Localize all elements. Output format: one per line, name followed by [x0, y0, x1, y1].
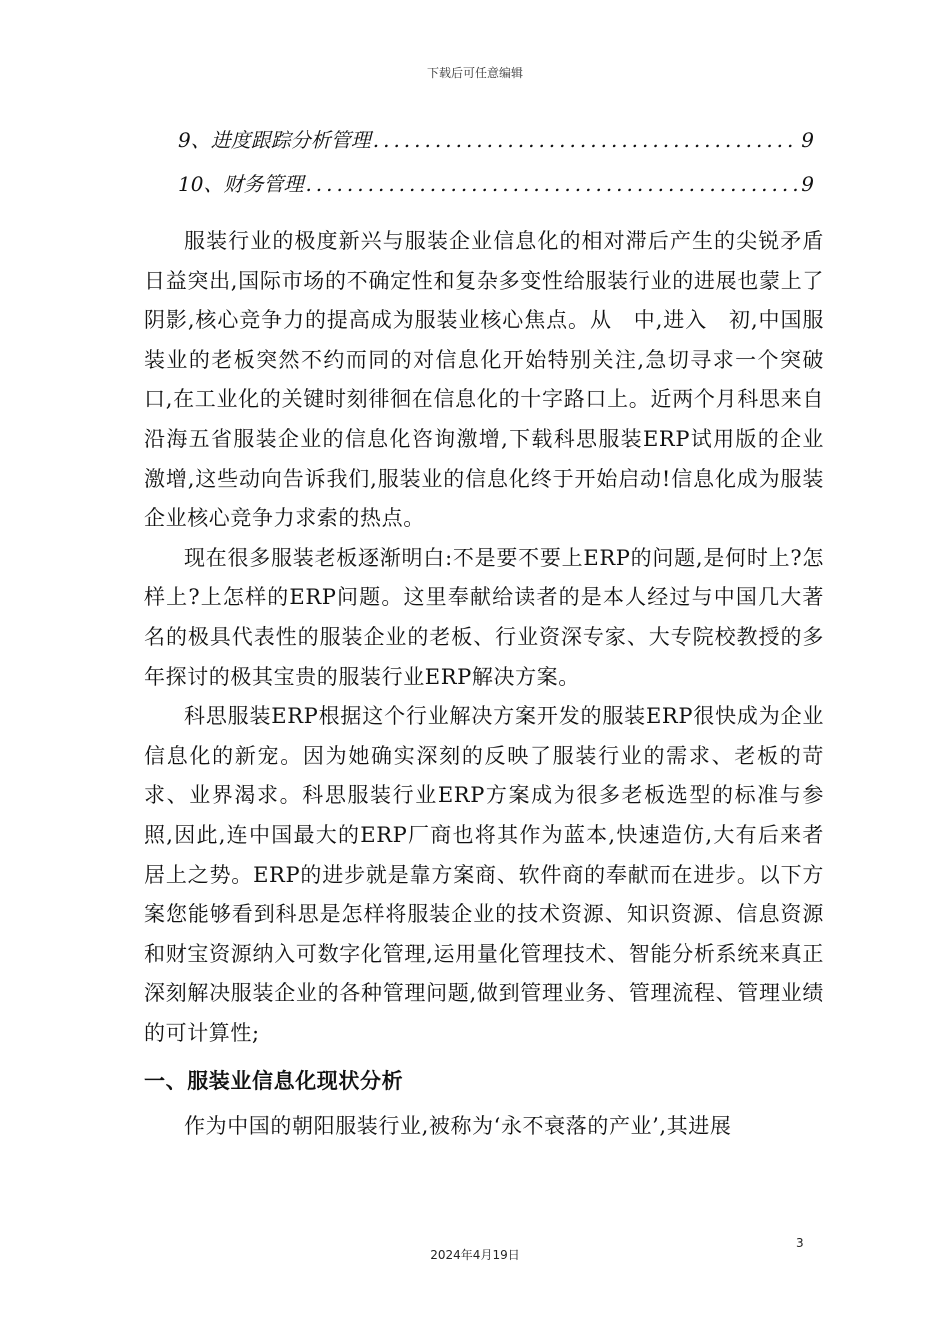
toc-entry[interactable] — [178, 124, 814, 168]
section-heading: 一、服装业信息化现状分析 — [144, 1069, 404, 1094]
toc-leader-dots — [305, 172, 797, 196]
toc-entry[interactable] — [178, 168, 814, 212]
table-of-contents — [178, 124, 814, 212]
page-header: 下载后可任意编辑 — [426, 66, 523, 80]
toc-entry-title: 9、进度跟踪分析管理 — [178, 128, 371, 152]
section-paragraph: 作为中国的朝阳服装行业,被称为‘永不衰落的产业’,其进展 — [184, 1114, 732, 1139]
toc-entry-page: 9 — [801, 172, 814, 196]
document-body — [144, 222, 824, 1147]
body-paragraph: 科思服装ERP根据这个行业解决方案开发的服装ERP很快成为企业信息化的新宠。因为她确实深刻的反映了服装行业的需求、老板的苛求、业界渴求。科思服装行业ERP方案成为很多老板选型的标准与参照,因此,连中国最大的ERP厂商也将其作为蓝本,快速造仿,大有后来者居上之势。ERP的进步就是靠方案商、软件商的奉献而在进步。以下方案您能够看到科思是怎样将服装企业的技术资源、知识资源、信息资源和财宝资源纳入可数字化管理,运用量化管理技术、智能分析系统来真正深刻解决服装企业的各种管理问题,做到管理业务、管理流程、管理业绩的可计算性; — [144, 704, 824, 1045]
page-number: 3 — [796, 1236, 804, 1250]
body-paragraph: 服装行业的极度新兴与服装企业信息化的相对滞后产生的尖锐矛盾日益突出,国际市场的不确定性和复杂多变性给服装行业的进展也蒙上了阴影,核心竞争力的提高成为服装业核心焦点。从 中,进入 初,中国服装业的老板突然不约而同的对信息化开始特别关注,急切寻求一个突破口,在工业化的关键时刻徘徊在信息化的十字路口上。近两个月科思来自沿海五省服装企业的信息化咨询激增,下载科思服装ERP试用版的企业激增,这些动向告诉我们,服装业的信息化终于开始启动!信息化成为服装企业核心竞争力求索的热点。 — [144, 229, 824, 531]
toc-leader-dots — [373, 128, 798, 152]
toc-entry-title: 10、财务管理 — [178, 172, 304, 196]
toc-entry-page: 9 — [801, 128, 814, 152]
page-footer-date: 2024年4月19日 — [430, 1248, 520, 1262]
body-paragraph: 现在很多服装老板逐渐明白:不是要不要上ERP的问题,是何时上?怎样上?上怎样的ERP问题。这里奉献给读者的是本人经过与中国几大著名的极具代表性的服装企业的老板、行业资深专家、大专院校教授的多年探讨的极其宝贵的服装行业ERP解决方案。 — [144, 545, 824, 689]
